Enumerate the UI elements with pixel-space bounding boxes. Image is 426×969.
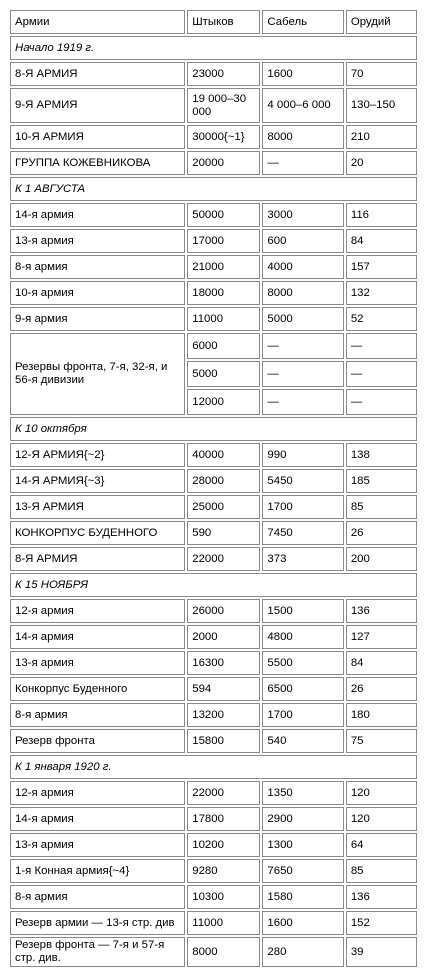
bayonets-cell: 5000 <box>187 361 260 387</box>
army-name-cell: 14-я армия <box>10 807 185 831</box>
column-header-armies: Армии <box>10 10 185 34</box>
sabers-cell: 1300 <box>262 833 343 857</box>
army-name-cell: 13-Я АРМИЯ <box>10 495 185 519</box>
table-row <box>10 703 417 727</box>
table-row <box>10 833 417 857</box>
sabers-cell: 4800 <box>262 625 343 649</box>
table-row <box>10 807 417 831</box>
table-row <box>10 203 417 227</box>
section-title: Начало 1919 г. <box>10 36 417 60</box>
table-row <box>10 229 417 253</box>
table-row <box>10 729 417 753</box>
sabers-cell: 5450 <box>262 469 343 493</box>
bayonets-cell: 10200 <box>187 833 260 857</box>
bayonets-cell: 18000 <box>187 281 260 305</box>
sabers-cell: 1500 <box>262 599 343 623</box>
sabers-cell: 4000 <box>262 255 343 279</box>
army-name-cell: 8-я армия <box>10 703 185 727</box>
guns-cell: 20 <box>346 151 417 175</box>
sabers-cell: 2900 <box>262 807 343 831</box>
column-header-sabers: Сабель <box>262 10 343 34</box>
table-row <box>10 781 417 805</box>
sabers-cell: — <box>262 333 343 359</box>
army-name-cell: Резервы фронта, 7-я, 32-я, и 56-я дивизии <box>10 333 185 415</box>
table-row <box>10 88 417 123</box>
sabers-cell: 4 000–6 000 <box>262 88 343 123</box>
table-row <box>10 885 417 909</box>
army-name-cell: 12-я армия <box>10 781 185 805</box>
army-name-cell: 9-я армия <box>10 307 185 331</box>
sabers-cell: 990 <box>262 443 343 467</box>
army-name-cell: 13-я армия <box>10 651 185 675</box>
bayonets-cell: 594 <box>187 677 260 701</box>
section-title: К 10 октября <box>10 417 417 441</box>
guns-cell: 136 <box>346 885 417 909</box>
army-name-cell: Резерв фронта — 7-я и 57-я стр. див. <box>10 937 185 967</box>
bayonets-cell: 28000 <box>187 469 260 493</box>
table-row <box>10 333 417 359</box>
guns-cell: 85 <box>346 859 417 883</box>
army-name-cell: 14-Я АРМИЯ{~3} <box>10 469 185 493</box>
guns-cell: — <box>346 389 417 415</box>
sabers-cell: 1600 <box>262 911 343 935</box>
sabers-cell: 1350 <box>262 781 343 805</box>
bayonets-cell: 13200 <box>187 703 260 727</box>
guns-cell: 130–150 <box>346 88 417 123</box>
guns-cell: 127 <box>346 625 417 649</box>
sabers-cell: 1700 <box>262 495 343 519</box>
army-name-cell: Резерв фронта <box>10 729 185 753</box>
guns-cell: 84 <box>346 651 417 675</box>
bayonets-cell: 21000 <box>187 255 260 279</box>
bayonets-cell: 25000 <box>187 495 260 519</box>
sabers-cell: 6500 <box>262 677 343 701</box>
section-header-row <box>10 573 417 597</box>
guns-cell: 52 <box>346 307 417 331</box>
bayonets-cell: 30000{~1} <box>187 125 260 149</box>
guns-cell: 157 <box>346 255 417 279</box>
army-name-cell: 8-Я АРМИЯ <box>10 62 185 86</box>
sabers-cell: 540 <box>262 729 343 753</box>
table-row <box>10 937 417 967</box>
bayonets-cell: 11000 <box>187 911 260 935</box>
guns-cell: 136 <box>346 599 417 623</box>
bayonets-cell: 22000 <box>187 547 260 571</box>
guns-cell: 70 <box>346 62 417 86</box>
bayonets-cell: 11000 <box>187 307 260 331</box>
bayonets-cell: 17800 <box>187 807 260 831</box>
sabers-cell: 373 <box>262 547 343 571</box>
guns-cell: 200 <box>346 547 417 571</box>
bayonets-cell: 12000 <box>187 389 260 415</box>
table-row <box>10 255 417 279</box>
bayonets-cell: 15800 <box>187 729 260 753</box>
bayonets-cell: 22000 <box>187 781 260 805</box>
guns-cell: 75 <box>346 729 417 753</box>
sabers-cell: 1600 <box>262 62 343 86</box>
army-name-cell: 1-я Конная армия{~4} <box>10 859 185 883</box>
sabers-cell: 5000 <box>262 307 343 331</box>
bayonets-cell: 26000 <box>187 599 260 623</box>
bayonets-cell: 10300 <box>187 885 260 909</box>
guns-cell: 26 <box>346 521 417 545</box>
guns-cell: 64 <box>346 833 417 857</box>
sabers-cell: 7650 <box>262 859 343 883</box>
bayonets-cell: 9280 <box>187 859 260 883</box>
table-row <box>10 859 417 883</box>
guns-cell: — <box>346 361 417 387</box>
section-header-row <box>10 36 417 60</box>
table-row <box>10 125 417 149</box>
table-row <box>10 651 417 675</box>
guns-cell: 185 <box>346 469 417 493</box>
table-row <box>10 151 417 175</box>
bayonets-cell: 19 000–30 000 <box>187 88 260 123</box>
bayonets-cell: 590 <box>187 521 260 545</box>
sabers-cell: 3000 <box>262 203 343 227</box>
bayonets-cell: 6000 <box>187 333 260 359</box>
army-name-cell: ГРУППА КОЖЕВНИКОВА <box>10 151 185 175</box>
sabers-cell: 280 <box>262 937 343 967</box>
section-title: К 1 января 1920 г. <box>10 755 417 779</box>
army-name-cell: 8-я армия <box>10 885 185 909</box>
guns-cell: — <box>346 333 417 359</box>
army-name-cell: 13-я армия <box>10 229 185 253</box>
guns-cell: 152 <box>346 911 417 935</box>
sabers-cell: 1580 <box>262 885 343 909</box>
army-name-cell: 14-я армия <box>10 203 185 227</box>
section-header-row <box>10 417 417 441</box>
sabers-cell: 600 <box>262 229 343 253</box>
sabers-cell: — <box>262 389 343 415</box>
table-row <box>10 599 417 623</box>
table-row <box>10 281 417 305</box>
table-row <box>10 547 417 571</box>
guns-cell: 138 <box>346 443 417 467</box>
army-name-cell: 8-Я АРМИЯ <box>10 547 185 571</box>
table-row <box>10 443 417 467</box>
table-row <box>10 62 417 86</box>
column-header-guns: Орудий <box>346 10 417 34</box>
guns-cell: 210 <box>346 125 417 149</box>
guns-cell: 120 <box>346 781 417 805</box>
guns-cell: 132 <box>346 281 417 305</box>
table-row <box>10 521 417 545</box>
section-header-row <box>10 755 417 779</box>
table-row <box>10 495 417 519</box>
table-row <box>10 911 417 935</box>
armies-table <box>8 8 419 969</box>
army-name-cell: 12-Я АРМИЯ{~2} <box>10 443 185 467</box>
guns-cell: 116 <box>346 203 417 227</box>
army-name-cell: 9-Я АРМИЯ <box>10 88 185 123</box>
guns-cell: 84 <box>346 229 417 253</box>
bayonets-cell: 8000 <box>187 937 260 967</box>
table-row <box>10 677 417 701</box>
table-row <box>10 625 417 649</box>
bayonets-cell: 2000 <box>187 625 260 649</box>
guns-cell: 26 <box>346 677 417 701</box>
army-name-cell: 10-я армия <box>10 281 185 305</box>
table-body <box>10 10 417 967</box>
bayonets-cell: 20000 <box>187 151 260 175</box>
sabers-cell: — <box>262 151 343 175</box>
guns-cell: 120 <box>346 807 417 831</box>
bayonets-cell: 16300 <box>187 651 260 675</box>
column-header-bayonets: Штыков <box>187 10 260 34</box>
army-name-cell: 14-я армия <box>10 625 185 649</box>
guns-cell: 85 <box>346 495 417 519</box>
section-header-row <box>10 177 417 201</box>
section-title: К 15 НОЯБРЯ <box>10 573 417 597</box>
bayonets-cell: 23000 <box>187 62 260 86</box>
sabers-cell: 5500 <box>262 651 343 675</box>
sabers-cell: — <box>262 361 343 387</box>
bayonets-cell: 17000 <box>187 229 260 253</box>
sabers-cell: 8000 <box>262 125 343 149</box>
army-name-cell: Резерв армии — 13-я стр. див <box>10 911 185 935</box>
army-name-cell: КОНКОРПУС БУДЕННОГО <box>10 521 185 545</box>
sabers-cell: 8000 <box>262 281 343 305</box>
guns-cell: 39 <box>346 937 417 967</box>
table-row <box>10 307 417 331</box>
army-name-cell: Конкорпус Буденного <box>10 677 185 701</box>
army-name-cell: 12-я армия <box>10 599 185 623</box>
bayonets-cell: 50000 <box>187 203 260 227</box>
header-row <box>10 10 417 34</box>
bayonets-cell: 40000 <box>187 443 260 467</box>
army-name-cell: 10-Я АРМИЯ <box>10 125 185 149</box>
guns-cell: 180 <box>346 703 417 727</box>
table-row <box>10 469 417 493</box>
section-title: К 1 АВГУСТА <box>10 177 417 201</box>
sabers-cell: 7450 <box>262 521 343 545</box>
army-name-cell: 13-я армия <box>10 833 185 857</box>
army-name-cell: 8-я армия <box>10 255 185 279</box>
sabers-cell: 1700 <box>262 703 343 727</box>
